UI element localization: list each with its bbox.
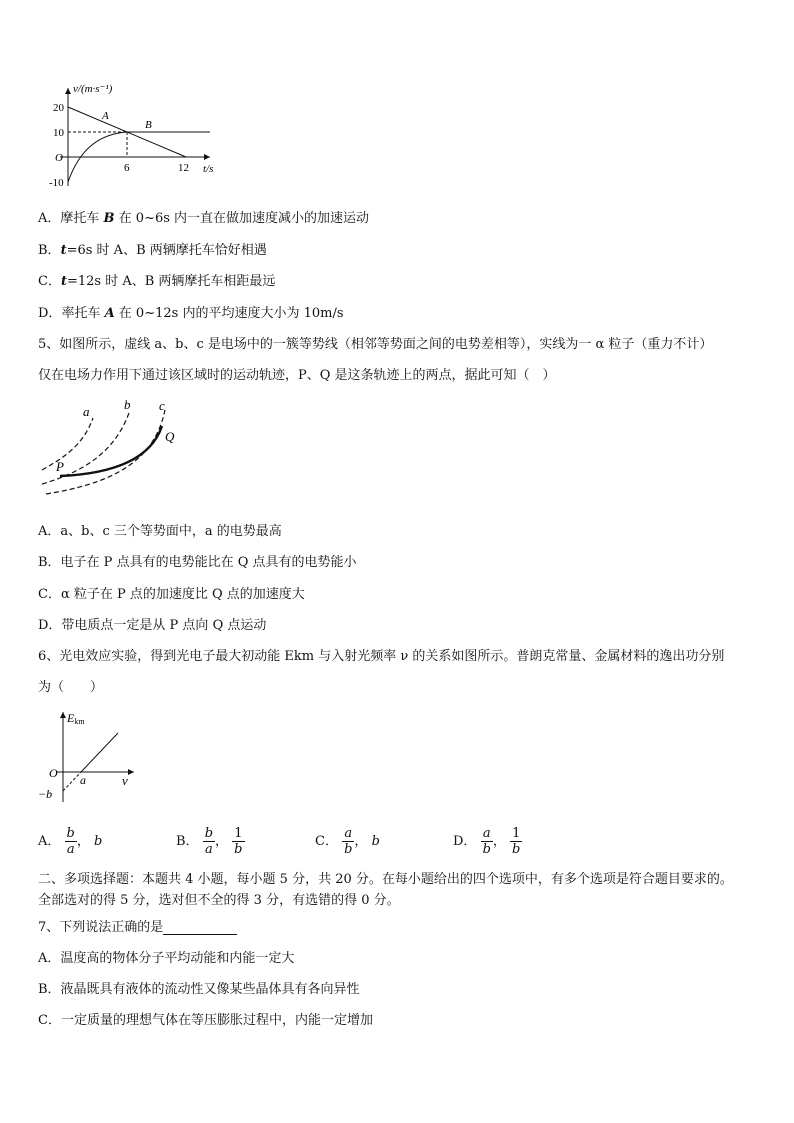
label-a: A	[102, 110, 109, 122]
answer-blank[interactable]	[163, 922, 237, 935]
q6-stem-line1: 6、光电效应实验，得到光电子最大初动能 Ekm 与入射光频率 ν 的关系如图所示。普朗克常量、金属材料的逸出功分别	[38, 649, 725, 664]
q6-stem-line2: 为（ ）	[38, 680, 104, 695]
q6-option-d[interactable]: D． $\frac{a}{b}$ ， $\frac{1}{b}$	[453, 826, 521, 857]
q6-option-b[interactable]: B． $\frac{b}{a}$ ， $\frac{1}{b}$	[176, 826, 243, 857]
q4-option-b[interactable]: B．t=6s 时 A、B 两辆摩托车恰好相遇	[38, 243, 267, 258]
section2-instructions-line1: 二、多项选择题：本题共 4 小题，每小题 5 分，共 20 分。在每小题给出的四个选项中，有多个选项是符合题目要求的。	[38, 872, 733, 887]
q4-option-d[interactable]: D．率托车 A 在 0~12s 内的平均速度大小为 10m/s	[38, 306, 344, 321]
q5-stem-line2: 仅在电场力作用下通过该区域时的运动轨迹，P、Q 是这条轨迹上的两点，据此可知（ ）	[38, 368, 556, 383]
q5-option-c[interactable]: C．α 粒子在 P 点的加速度比 Q 点的加速度大	[38, 587, 305, 602]
neg-b-label: −b	[38, 787, 53, 801]
vt-graph	[40, 78, 230, 194]
ekm-nu-graph	[36, 706, 146, 806]
q5-option-d[interactable]: D．带电质点一定是从 P 点向 Q 点运动	[38, 618, 267, 633]
equipotential-c	[46, 410, 165, 494]
q7-option-a[interactable]: A．温度高的物体分子平均动能和内能一定大	[38, 951, 295, 966]
fraction: $\frac{1}{b}$	[512, 826, 521, 857]
origin-label: O	[55, 152, 63, 164]
q7-stem: 7、下列说法正确的是	[38, 916, 237, 935]
ekm-extrapolation	[63, 772, 81, 791]
equipotential-figure	[38, 396, 198, 500]
q4-option-c[interactable]: C．t=12s 时 A、B 两辆摩托车相距最远	[38, 274, 276, 289]
origin-label: O	[49, 766, 58, 780]
ekm-label: Ekm	[67, 711, 85, 726]
ekm-line	[81, 733, 118, 772]
label-b: b	[124, 397, 131, 412]
y-axis-label: v/(m·s⁻¹)	[73, 83, 113, 95]
q5-option-b[interactable]: B．电子在 P 点具有的电势能比在 Q 点具有的电势能小	[38, 555, 357, 570]
nu-label: ν	[122, 773, 128, 788]
label-a: a	[83, 404, 90, 419]
y-tick-neg10: -10	[49, 177, 64, 189]
section2-instructions-line2: 全部选对的得 5 分，选对但不全的得 3 分，有选错的得 0 分。	[38, 893, 400, 908]
q6-option-a[interactable]: A． $\frac{b}{a}$ ， b	[38, 826, 103, 857]
q7-option-b[interactable]: B．液晶既具有液体的流动性又像某些晶体具有各向异性	[38, 982, 360, 997]
label-b: B	[145, 119, 152, 131]
intercept-a-label: a	[80, 773, 86, 787]
fraction: $\frac{1}{b}$	[234, 826, 243, 857]
label-q: Q	[165, 429, 175, 444]
label-p: P	[56, 459, 64, 474]
fraction: $\frac{a}{b}$	[344, 826, 353, 857]
x-tick-12: 12	[178, 162, 189, 174]
q4-option-a[interactable]: A．摩托车 B 在 0~6s 内一直在做加速度减小的加速运动	[38, 211, 370, 226]
y-tick-10: 10	[53, 127, 64, 139]
q7-option-c[interactable]: C．一定质量的理想气体在等压膨胀过程中，内能一定增加	[38, 1013, 373, 1028]
fraction: $\frac{b}{a}$	[66, 826, 75, 857]
fraction: $\frac{a}{b}$	[482, 826, 491, 857]
q6-option-c[interactable]: C． $\frac{a}{b}$ ， b	[315, 826, 380, 857]
x-tick-6: 6	[124, 162, 130, 174]
q5-option-a[interactable]: A．a、b、c 三个等势面中，a 的电势最高	[38, 524, 282, 539]
x-axis-label: t/s	[203, 163, 214, 175]
equipotential-a	[42, 418, 93, 470]
q5-stem-line1: 5、如图所示，虚线 a、b、c 是电场中的一簇等势线（相邻等势面之间的电势差相等），实线为一 α 粒子（重力不计）	[38, 337, 713, 352]
y-tick-20: 20	[53, 102, 64, 114]
fraction: $\frac{b}{a}$	[204, 826, 214, 857]
label-c: c	[159, 398, 165, 413]
trajectory	[60, 426, 162, 476]
